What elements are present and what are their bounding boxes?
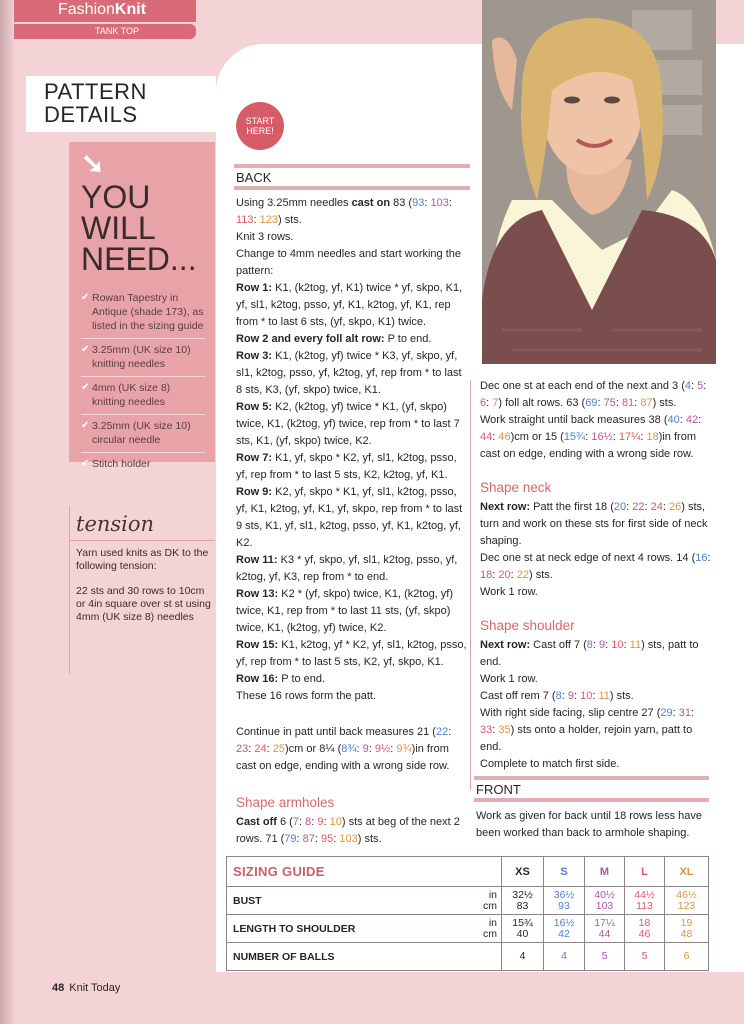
shape-shoulder-heading: Shape shoulder bbox=[480, 618, 575, 633]
row-text: K2 * (yf, skpo) twice, K1, (k2tog, yf) twice, K1, rep from * to last 11 sts, (yf, skpo) twice, K1, (k2tog, yf) twice, K2. bbox=[236, 588, 454, 634]
size-l: 10 bbox=[580, 690, 593, 702]
row-label: BUST bbox=[227, 887, 467, 915]
value-cell bbox=[665, 887, 709, 915]
text: )in from cast on edge, ending with a wrong side row. bbox=[236, 743, 450, 772]
unit: in bbox=[488, 888, 497, 901]
work-straight-text: Work straight until back measures 38 (40: 42: 44: 46)cm or 15 (15¾: 16½: 17¼: 18)in from cast on edge, ending with a wrong side row. bbox=[480, 414, 702, 460]
value: 36½ bbox=[553, 888, 575, 901]
pattern-row bbox=[236, 399, 468, 450]
value-cell bbox=[585, 887, 625, 915]
size-header: L bbox=[625, 857, 665, 887]
pattern-row bbox=[236, 348, 468, 399]
heading-line-2: DETAILS bbox=[44, 102, 138, 127]
value: 40 bbox=[516, 927, 529, 940]
size-xl: 11 bbox=[598, 690, 610, 702]
page-number: 48 bbox=[52, 982, 65, 994]
size-xl: 46 bbox=[498, 431, 511, 443]
value-cell: 6 bbox=[665, 943, 709, 971]
text: ) foll alt rows. 63 ( bbox=[498, 397, 586, 409]
work-row-text: Work 1 row. bbox=[480, 673, 538, 685]
text: Continue in patt until back measures 21 ( bbox=[236, 726, 436, 738]
text: Cast off 7 ( bbox=[530, 639, 587, 651]
size-s: 8 bbox=[555, 690, 562, 702]
value: 32½ bbox=[512, 888, 533, 901]
value-cell bbox=[585, 915, 625, 943]
size-xl: 103 bbox=[339, 833, 358, 845]
column-divider bbox=[470, 380, 471, 790]
text: ) sts onto a holder, rejoin yarn, patt to end. bbox=[480, 724, 693, 753]
brand-light: Fashion bbox=[58, 1, 115, 18]
bold-text: Cast off bbox=[236, 816, 277, 828]
item-text: Stitch holder bbox=[92, 458, 151, 470]
size-xl: 11 bbox=[629, 639, 642, 651]
change-needles-text: Change to 4mm needles and start working the pattern: bbox=[236, 248, 462, 277]
row-label: Row 7: bbox=[236, 452, 273, 464]
pattern-row bbox=[236, 450, 468, 484]
size-xl: 9¾ bbox=[396, 743, 412, 755]
section-label: TANK TOP bbox=[14, 24, 196, 39]
row-label: Row 11: bbox=[236, 554, 278, 566]
size-m: 9 bbox=[567, 690, 574, 702]
size-s: 8 bbox=[586, 639, 593, 651]
text: 6 ( bbox=[276, 816, 293, 828]
size-m: 8 bbox=[305, 816, 312, 828]
armholes-text: Cast off 6 (7: 8: 9: 10) sts at beg of the next 2 rows. 71 (79: 87: 95: 103) sts. bbox=[236, 816, 460, 845]
row-text: K1, k2tog, yf * K2, yf, sl1, k2tog, psso, yf, rep from * to last 5 sts, K2, yf, skpo, K1. bbox=[236, 639, 467, 668]
table-row bbox=[227, 915, 709, 943]
front-heading: FRONT bbox=[474, 776, 709, 802]
value-cell bbox=[625, 915, 665, 943]
value: 48 bbox=[680, 927, 693, 940]
size-header: S bbox=[544, 857, 585, 887]
value: 19 bbox=[680, 916, 693, 929]
page-folio bbox=[52, 982, 120, 994]
size-header: XS bbox=[502, 857, 544, 887]
size-l: 10 bbox=[611, 639, 624, 651]
unit: cm bbox=[483, 927, 497, 940]
tension-text: 22 sts and 30 rows to 10cm or 4in square over st st using 4mm (UK size 8) needles bbox=[76, 585, 211, 623]
list-item bbox=[81, 377, 205, 415]
value-cell: 5 bbox=[585, 943, 625, 971]
size-s: 40 bbox=[667, 414, 680, 426]
size-m: 16½ bbox=[591, 431, 613, 443]
text: ) sts, patt to end. bbox=[480, 639, 699, 668]
size-xl: 25 bbox=[272, 743, 285, 755]
pattern-row bbox=[236, 552, 468, 586]
unit-cell bbox=[467, 943, 502, 971]
value-cell bbox=[502, 887, 544, 915]
bold-text: Next row: bbox=[480, 501, 531, 513]
size-l: 9 bbox=[317, 816, 324, 828]
text: )cm or 8¼ ( bbox=[285, 743, 342, 755]
model-image bbox=[482, 0, 716, 364]
text: ) sts. bbox=[278, 214, 302, 226]
cast-off-rem-text: Cast off rem 7 (8: 9: 10: 11) sts. bbox=[480, 690, 634, 702]
size-l: 44 bbox=[480, 431, 493, 443]
row-label: LENGTH TO SHOULDER bbox=[227, 915, 467, 943]
title-line: YOU bbox=[81, 179, 151, 215]
list-item bbox=[81, 287, 205, 339]
item-text: 3.25mm (UK size 10) knitting needles bbox=[92, 344, 191, 370]
pattern-row bbox=[236, 637, 468, 671]
tension-text: Yarn used knits as DK to the following tension: bbox=[76, 547, 209, 572]
text: ) sts, turn and work on these sts for first side of neck shaping. bbox=[480, 501, 708, 547]
cast-on-text: Using 3.25mm needles cast on 83 (93: 103: 113: 123) sts. bbox=[236, 197, 452, 226]
size-xl: 87 bbox=[640, 397, 653, 409]
complete-text: Complete to match first side. bbox=[480, 758, 620, 770]
tension-box bbox=[69, 506, 215, 674]
row-label: Row 2 and every foll alt row: bbox=[236, 333, 385, 345]
title-line: WILL bbox=[81, 210, 156, 246]
text: ) sts. bbox=[652, 397, 677, 409]
text: )cm or 15 ( bbox=[510, 431, 564, 443]
size-m: 23 bbox=[236, 743, 249, 755]
row-label: NUMBER OF BALLS bbox=[227, 943, 467, 971]
text: Work straight until back measures 38 ( bbox=[480, 414, 668, 426]
size-l: 33 bbox=[480, 724, 493, 736]
pattern-row bbox=[236, 586, 468, 637]
size-l: 9½ bbox=[374, 743, 391, 755]
item-text: 3.25mm (UK size 10) circular needle bbox=[92, 420, 191, 446]
page-spine bbox=[0, 0, 14, 1024]
text: Dec one st at each end of the next and 3 ( bbox=[480, 380, 685, 392]
bold-text: cast on bbox=[351, 197, 391, 209]
sizing-guide-title: SIZING GUIDE bbox=[227, 857, 502, 887]
size-l: 95 bbox=[321, 833, 334, 845]
pattern-row bbox=[236, 280, 468, 331]
check-icon: ✔ bbox=[81, 458, 90, 469]
size-header: M bbox=[585, 857, 625, 887]
size-xl: 22 bbox=[516, 569, 529, 581]
value: 93 bbox=[558, 899, 570, 912]
value-cell bbox=[544, 915, 585, 943]
front-text: Work as given for back until 18 rows less have been worked than back to armhole shaping. bbox=[476, 810, 703, 839]
pattern-row bbox=[236, 671, 468, 688]
row-label: Row 15: bbox=[236, 639, 279, 651]
size-s: 4 bbox=[684, 380, 691, 392]
brand-banner bbox=[14, 0, 196, 22]
value: 46 bbox=[638, 927, 651, 940]
row-text: K1, (k2tog, yf, K1) twice * yf, skpo, K1, yf, sl1, k2tog, psso, yf, K1, k2tog, yf, K1, rep from * to last 6 sts, (yf, skpo, K1) twice. bbox=[236, 282, 463, 328]
pattern-details-heading bbox=[26, 76, 216, 132]
bold-text: Next row: bbox=[480, 639, 531, 651]
table-row bbox=[227, 943, 709, 971]
neck-dec-text: Dec one st at neck edge of next 4 rows. 14 (16: 18: 20: 22) sts. bbox=[480, 552, 711, 581]
value: 18 bbox=[638, 916, 651, 929]
spacer bbox=[236, 705, 468, 724]
shape-armholes-heading: Shape armholes bbox=[236, 795, 335, 810]
check-icon: ✔ bbox=[81, 420, 90, 431]
you-will-need-box bbox=[69, 142, 215, 470]
size-m: 75 bbox=[603, 397, 616, 409]
size-s: 93 bbox=[412, 197, 425, 209]
shoulder-next-row: Next row: Cast off 7 (8: 9: 10: 11) sts, patt to end. bbox=[480, 639, 699, 668]
brand-bold: Knit bbox=[114, 1, 147, 18]
start-here-badge bbox=[236, 102, 284, 150]
unit: in bbox=[488, 916, 497, 929]
dec-text: Dec one st at each end of the next and 3 (4: 5: 6: 7) foll alt rows. 63 (69: 75: 81: 87) sts. bbox=[480, 380, 707, 409]
table-header-row bbox=[227, 857, 709, 887]
value: 15¾ bbox=[512, 916, 533, 929]
form-patt-text: These 16 rows form the patt. bbox=[236, 690, 377, 702]
size-xl: 18 bbox=[646, 431, 659, 443]
unit: cm bbox=[483, 899, 497, 912]
list-item bbox=[81, 415, 205, 453]
size-xl: 26 bbox=[669, 501, 682, 513]
value: 42 bbox=[558, 927, 570, 940]
text: 83 ( bbox=[390, 197, 413, 209]
size-s: 29 bbox=[660, 707, 673, 719]
sizing-guide-table bbox=[226, 856, 709, 971]
item-text: 4mm (UK size 8) knitting needles bbox=[92, 382, 171, 408]
knit-rows-text: Knit 3 rows. bbox=[236, 231, 294, 243]
size-m: 9 bbox=[362, 743, 369, 755]
back-heading: BACK bbox=[234, 164, 470, 190]
size-s: 8¾ bbox=[341, 743, 357, 755]
size-s: 69 bbox=[585, 397, 598, 409]
size-s: 20 bbox=[613, 501, 627, 513]
text: Patt the first 18 ( bbox=[530, 501, 614, 513]
row-label: Row 16: bbox=[236, 673, 279, 685]
value-cell: 5 bbox=[625, 943, 665, 971]
size-s: 22 bbox=[435, 726, 449, 738]
badge-line: HERE! bbox=[246, 126, 274, 136]
table-row bbox=[227, 887, 709, 915]
row-text: K2, (k2tog, yf) twice * K1, (yf, skpo) twice, K1, (k2tog, yf) twice, rep from * to last 7 sts, K1, (yf, skpo) twice, K2. bbox=[236, 401, 460, 447]
value-cell bbox=[502, 915, 544, 943]
pattern-row bbox=[236, 484, 468, 552]
you-will-need-title bbox=[81, 179, 205, 277]
size-s: 79 bbox=[284, 833, 297, 845]
arrow-icon: ➘ bbox=[81, 148, 105, 179]
row-label: Row 3: bbox=[236, 350, 273, 362]
value-cell bbox=[625, 887, 665, 915]
magazine-name: Knit Today bbox=[69, 982, 121, 994]
size-l: 24 bbox=[650, 501, 663, 513]
size-l: 6 bbox=[480, 397, 487, 409]
row-text: K1, (k2tog, yf) twice * K3, yf, skpo, yf, sl1, k2tog, psso, yf, k2tog, yf, rep from * to last 8 sts, K3, (yf, skpo) twice, K1. bbox=[236, 350, 462, 396]
text: ) sts. bbox=[357, 833, 382, 845]
size-m: 5 bbox=[697, 380, 704, 392]
check-icon: ✔ bbox=[81, 344, 90, 355]
row-text: P to end. bbox=[278, 673, 326, 685]
check-icon: ✔ bbox=[81, 382, 90, 393]
size-m: 31 bbox=[678, 707, 691, 719]
heading-line-1: PATTERN bbox=[44, 79, 147, 104]
row-text: K3 * yf, skpo, yf, sl1, k2tog, psso, yf, k2tog, yf, K3, rep from * to end. bbox=[236, 554, 458, 583]
size-m: 87 bbox=[302, 833, 315, 845]
size-s: 7 bbox=[292, 816, 299, 828]
spacer bbox=[480, 463, 712, 479]
size-s: 15¾ bbox=[563, 431, 586, 443]
text: ) sts at beg of the next 2 rows. 71 ( bbox=[236, 816, 460, 845]
size-m: 103 bbox=[430, 197, 449, 209]
size-m: 22 bbox=[632, 501, 645, 513]
value: 40½ bbox=[594, 888, 615, 901]
text: Using 3.25mm needles bbox=[236, 197, 352, 209]
value: 103 bbox=[595, 899, 614, 912]
item-text: Rowan Tapestry in Antique (shade 173), as listed in the sizing guide bbox=[92, 292, 204, 332]
size-m: 42 bbox=[685, 414, 699, 426]
value-cell: 4 bbox=[544, 943, 585, 971]
model-photo bbox=[482, 0, 716, 364]
size-m: 18 bbox=[480, 569, 493, 581]
size-l: 113 bbox=[236, 214, 254, 226]
text: ) sts. bbox=[609, 690, 634, 702]
size-l: 20 bbox=[498, 569, 511, 581]
row-label: Row 9: bbox=[236, 486, 273, 498]
text: )in from cast on edge, ending with a wrong side row. bbox=[480, 431, 696, 460]
text: With right side facing, slip centre 27 ( bbox=[480, 707, 661, 719]
unit-cell bbox=[467, 887, 502, 915]
size-header: XL bbox=[665, 857, 709, 887]
shape-neck-heading: Shape neck bbox=[480, 480, 552, 495]
work-row-text: Work 1 row. bbox=[480, 586, 538, 598]
value: 123 bbox=[677, 899, 696, 912]
value-cell: 4 bbox=[502, 943, 544, 971]
row-label: Row 13: bbox=[236, 588, 279, 600]
text: Cast off rem 7 ( bbox=[480, 690, 556, 702]
value: 113 bbox=[636, 899, 653, 912]
value: 46½ bbox=[676, 888, 697, 901]
size-xl: 35 bbox=[498, 724, 511, 736]
size-xl: 123 bbox=[259, 214, 279, 226]
size-m: 9 bbox=[599, 639, 606, 651]
value: 44½ bbox=[634, 888, 655, 901]
text: Dec one st at neck edge of next 4 rows. 14 ( bbox=[480, 552, 696, 564]
row-text: K1, yf, skpo * K2, yf, sl1, k2tog, psso, yf, rep from * to last 5 sts, K2, k2tog, yf, K1. bbox=[236, 452, 457, 481]
value: 44 bbox=[598, 927, 611, 940]
row-label: Row 5: bbox=[236, 401, 273, 413]
text: ) sts. bbox=[529, 569, 553, 581]
value-cell bbox=[544, 887, 585, 915]
slip-centre-text: With right side facing, slip centre 27 (29: 31: 33: 35) sts onto a holder, rejoin yarn, patt to end. bbox=[480, 707, 695, 753]
size-l: 81 bbox=[621, 397, 635, 409]
row-text: P to end. bbox=[384, 333, 432, 345]
check-icon: ✔ bbox=[81, 292, 90, 303]
size-l: 17¼ bbox=[618, 431, 641, 443]
neck-next-row: Next row: Patt the first 18 (20: 22: 24: 26) sts, turn and work on these sts for first side of neck shaping. bbox=[480, 501, 708, 547]
row-text: K2, yf, skpo * K1, yf, sl1, k2tog, psso, yf, K1, k2tog, yf, K1, yf, skpo, rep from * to last 9 sts, K1, yf, sl1, k2tog, psso, yf, K1, k2tog, yf, K2. bbox=[236, 486, 463, 549]
value-cell bbox=[665, 915, 709, 943]
size-xl: 7 bbox=[492, 397, 499, 409]
value: 16½ bbox=[553, 916, 575, 929]
unit-cell bbox=[467, 915, 502, 943]
spacer bbox=[480, 601, 712, 617]
spacer bbox=[236, 775, 468, 794]
badge-line: START bbox=[245, 116, 275, 126]
size-xl: 10 bbox=[329, 816, 342, 828]
list-item bbox=[81, 453, 205, 476]
value: 17¼ bbox=[594, 916, 615, 929]
list-item bbox=[81, 339, 205, 377]
value: 83 bbox=[516, 899, 529, 912]
back-instructions bbox=[236, 195, 468, 848]
size-s: 16 bbox=[695, 552, 708, 564]
title-line: NEED... bbox=[81, 241, 197, 277]
pattern-row bbox=[236, 331, 468, 348]
tension-title: tension bbox=[70, 506, 215, 541]
continue-text: Continue in patt until back measures 21 (22: 23: 24: 25)cm or 8¼ (8¾: 9: 9½: 9¾)in from cast on edge, ending with a wrong side row. bbox=[236, 726, 452, 772]
row-label: Row 1: bbox=[236, 282, 273, 294]
right-column bbox=[480, 378, 712, 773]
size-l: 24 bbox=[254, 743, 267, 755]
